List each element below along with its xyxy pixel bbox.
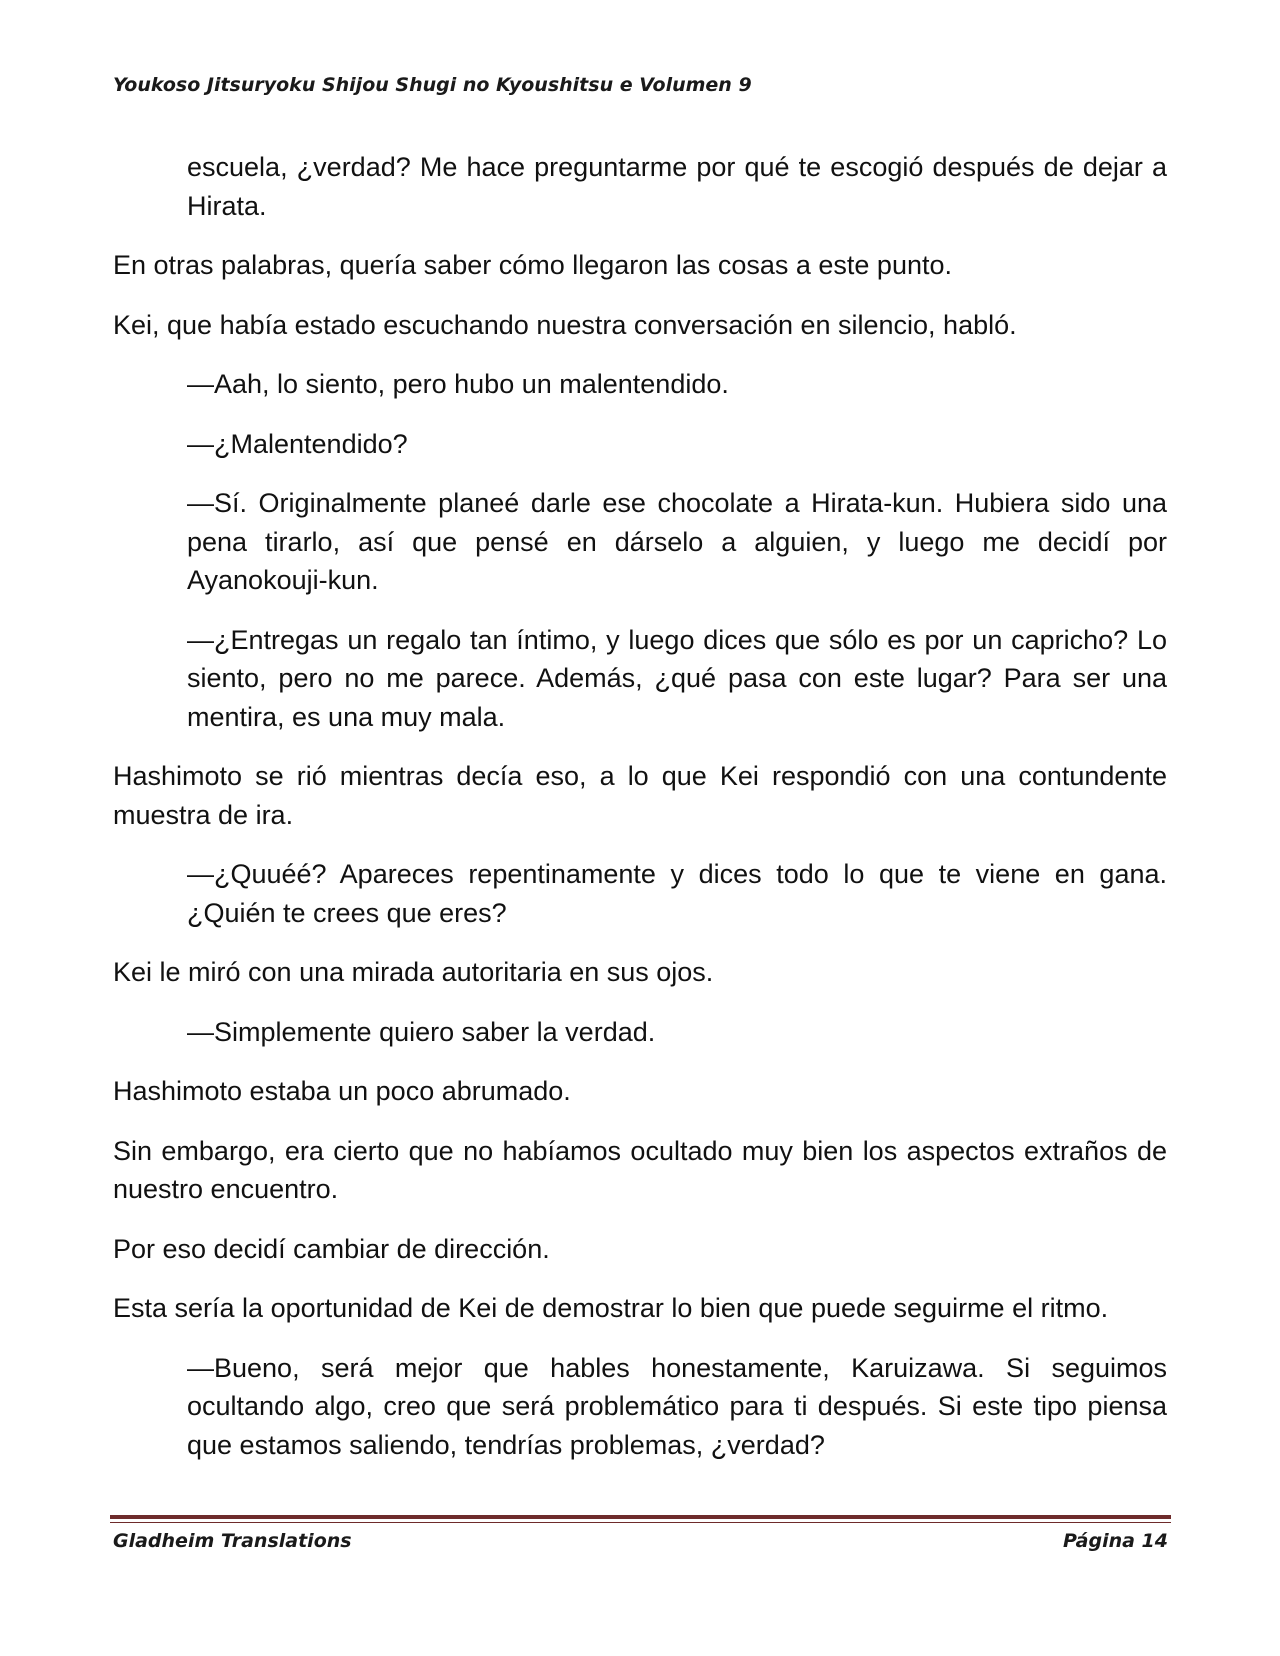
paragraph: Hashimoto se rió mientras decía eso, a lo que Kei respondió con una contundente muestra de ira. xyxy=(113,761,1167,830)
paragraph: Kei, que había estado escuchando nuestra conversación en silencio, habló. xyxy=(113,309,1017,340)
footer-divider xyxy=(110,1515,1171,1519)
paragraph: Hashimoto estaba un poco abrumado. xyxy=(113,1076,571,1106)
running-header-title: Youkoso Jitsuryoku Shijou Shugi no Kyoushitsu e Volumen 9 xyxy=(113,74,752,96)
dialogue-line: —Aah, lo siento, pero hubo un malentendido. xyxy=(187,369,729,399)
paragraph: escuela, ¿verdad? Me hace preguntarme por qué te escogió después de dejar a Hirata. xyxy=(187,152,1167,221)
dialogue-line: —Sí. Originalmente planeé darle ese chocolate a Hirata-kun. Hubiera sido una pena tirarlo, así que pensé en dárselo a alguien, y luego me decidí por Ayanokouji-kun. xyxy=(187,488,1167,595)
dialogue-line: —Bueno, será mejor que hables honestamente, Karuizawa. Si seguimos ocultando algo, creo que será problemático para ti después. Si este tipo piensa que estamos saliendo, tendrías problemas, ¿verdad? xyxy=(187,1352,1167,1460)
dialogue-line: —¿Entregas un regalo tan íntimo, y luego dices que sólo es por un capricho? Lo siento, pero no me parece. Además, ¿qué pasa con este lugar? Para ser una mentira, es una muy mala. xyxy=(187,624,1167,732)
paragraph: Por eso decidí cambiar de dirección. xyxy=(113,1233,550,1264)
paragraph: Kei le miró con una mirada autoritaria en sus ojos. xyxy=(113,957,714,987)
dialogue-line: —Simplemente quiero saber la verdad. xyxy=(187,1016,656,1047)
dialogue-line: —¿Malentendido? xyxy=(187,428,408,459)
footer-divider-thin xyxy=(110,1522,1171,1523)
paragraph: Esta sería la oportunidad de Kei de demostrar lo bien que puede seguirme el ritmo. xyxy=(113,1293,1109,1323)
paragraph: En otras palabras, quería saber cómo llegaron las cosas a este punto. xyxy=(113,250,952,280)
footer-translator-credit: Gladheim Translations xyxy=(113,1530,352,1552)
footer-page-number: Página 14 xyxy=(1062,1530,1168,1552)
paragraph: Sin embargo, era cierto que no habíamos ocultado muy bien los aspectos extraños de nuestro encuentro. xyxy=(113,1135,1167,1204)
page-body xyxy=(113,148,1167,1485)
dialogue-line: —¿Quuéé? Apareces repentinamente y dices todo lo que te viene en gana. ¿Quién te crees que eres? xyxy=(187,859,1167,928)
